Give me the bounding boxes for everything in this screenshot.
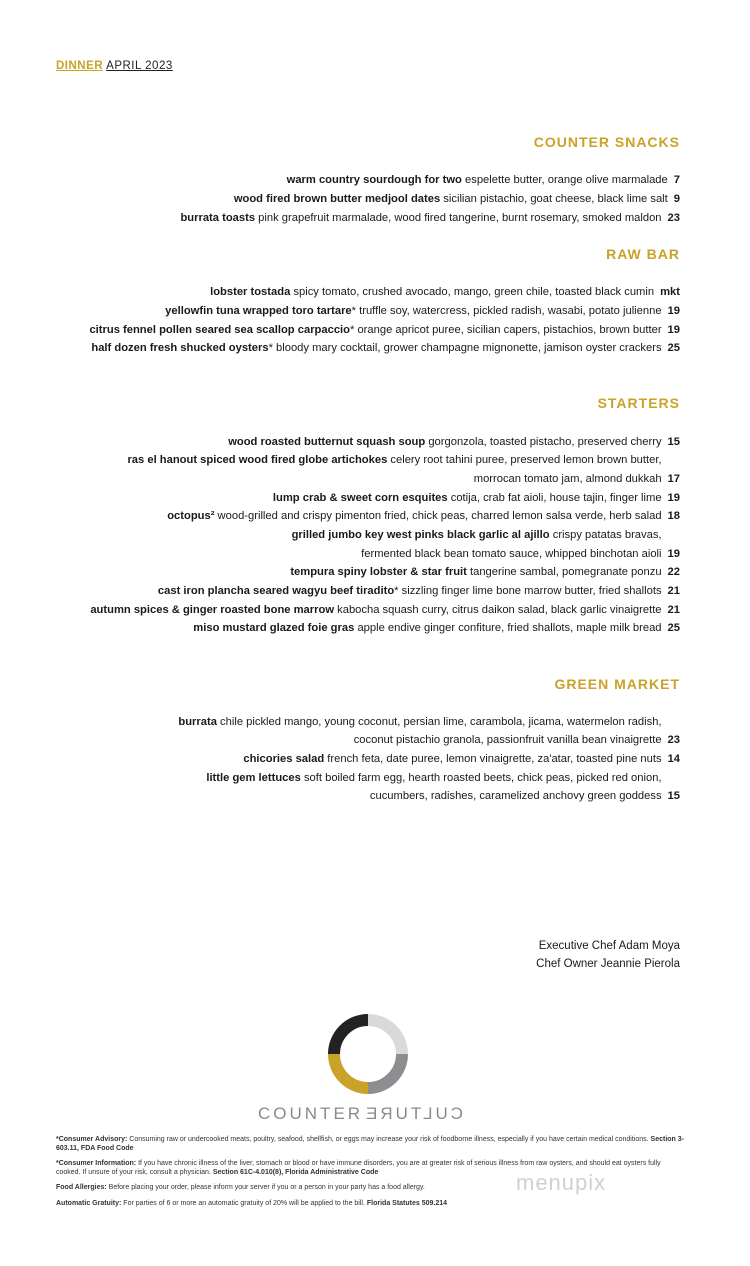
menu-item: little gem lettuces soft boiled farm egg, hearth roasted beets, chick peas, picked red onion, bbox=[206, 772, 662, 784]
logo-ring-light bbox=[368, 1020, 402, 1054]
logo-word-culture: CULTURE bbox=[363, 1104, 464, 1123]
menu-item: chicories salad french feta, date puree, lemon vinaigrette, za'atar, toasted pine nuts 14 bbox=[243, 753, 680, 765]
counter-culture-logo-icon bbox=[328, 1014, 408, 1094]
section-title-raw-bar: RAW BAR bbox=[606, 246, 680, 262]
menu-item: warm country sourdough for two espelette butter, orange olive marmalade 7 bbox=[286, 174, 680, 186]
menu-item: ras el hanout spiced wood fired globe artichokes celery root tahini puree, preserved lemon brown butter, bbox=[127, 454, 662, 466]
menu-date: APRIL 2023 bbox=[106, 60, 173, 72]
menu-item: octopus² wood-grilled and crispy pimenton fried, chick peas, charred lemon salsa verde, herb salad 18 bbox=[167, 510, 680, 522]
executive-chef: Executive Chef Adam Moya bbox=[538, 940, 680, 952]
menu-item: miso mustard glazed foie gras apple endive ginger confiture, fried shallots, maple milk bread 25 bbox=[193, 622, 680, 634]
menu-item: citrus fennel pollen seared sea scallop carpaccio* orange apricot puree, sicilian capers, pistachios, brown butter 19 bbox=[89, 324, 680, 336]
logo-ring-dark bbox=[334, 1020, 368, 1054]
chef-owner: Chef Owner Jeannie Pierola bbox=[536, 958, 680, 970]
menu-item: tempura spiny lobster & star fruit tangerine sambal, pomegranate ponzu 22 bbox=[290, 566, 680, 578]
menu-item: yellowfin tuna wrapped toro tartare* truffle soy, watercress, pickled radish, wasabi, potato julienne 19 bbox=[165, 305, 680, 317]
menupix-watermark: menupix bbox=[516, 1170, 607, 1195]
section-title-starters: STARTERS bbox=[597, 395, 680, 411]
logo-ring-gold bbox=[334, 1054, 368, 1088]
menu-item: cast iron plancha seared wagyu beef tiradito* sizzling finger lime bone marrow butter, fried shallots 21 bbox=[157, 585, 680, 597]
consumer-information: *Consumer Information: If you have chronic illness of the liver, stomach or blood or have immune disorders, you are at greater risk of serious illness from raw oysters, and should eat oysters fully cooked. If unsure of your risk, consult a physician. Section 61C-4.010(8), Florida Administrative Code bbox=[56, 1160, 661, 1176]
menu-item: wood roasted butternut squash soup gorgonzola, toasted pistacho, preserved cherry 15 bbox=[228, 436, 680, 448]
food-allergies: Food Allergies: Before placing your order, please inform your server if you or a person in your party has a food allergy. bbox=[56, 1184, 425, 1191]
section-title-green-market: GREEN MARKET bbox=[554, 676, 680, 692]
menu-item-continued: fermented black bean tomato sauce, whipped binchotan aioli 19 bbox=[361, 548, 680, 560]
logo-word-counter: COUNTER bbox=[258, 1104, 364, 1123]
menu-item-continued: cucumbers, radishes, caramelized anchovy green goddess 15 bbox=[369, 790, 680, 802]
menu-item: autumn spices & ginger roasted bone marrow kabocha squash curry, citrus daikon salad, black garlic vinaigrette 21 bbox=[90, 604, 680, 616]
menu-item: lobster tostada spicy tomato, crushed avocado, mango, green chile, toasted black cumin mkt bbox=[210, 286, 680, 298]
menu-item-continued: morrocan tomato jam, almond dukkah 17 bbox=[473, 473, 680, 485]
menu-item: burrata chile pickled mango, young coconut, persian lime, carambola, jicama, watermelon radish, bbox=[178, 716, 662, 728]
logo-wordmark bbox=[258, 1104, 463, 1124]
dinner-label: DINNER bbox=[56, 60, 104, 72]
consumer-advisory: *Consumer Advisory: Consuming raw or undercooked meats, poultry, seafood, shellfish, or eggs may increase your risk of foodborne illness, especially if you have certain medical conditions. Section 3-603.11, FDA Food Code bbox=[56, 1136, 684, 1152]
menu-item: grilled jumbo key west pinks black garlic al ajillo crispy patatas bravas, bbox=[291, 529, 662, 541]
logo-ring-grey bbox=[368, 1054, 402, 1088]
menu-header bbox=[56, 60, 173, 72]
menu-item: burrata toasts pink grapefruit marmalade, wood fired tangerine, burnt rosemary, smoked maldon 23 bbox=[180, 212, 680, 224]
section-title-counter-snacks: COUNTER SNACKS bbox=[533, 134, 680, 150]
menu-item: half dozen fresh shucked oysters* bloody mary cocktail, grower champagne mignonette, jamison oyster crackers 25 bbox=[91, 342, 680, 354]
menu-item: wood fired brown butter medjool dates sicilian pistachio, goat cheese, black lime salt 9 bbox=[233, 193, 680, 205]
menu-item: lump crab & sweet corn esquites cotija, crab fat aioli, house tajin, finger lime 19 bbox=[272, 492, 680, 504]
automatic-gratuity: Automatic Gratuity: For parties of 6 or more an automatic gratuity of 20% will be applied to the bill. Florida Statutes 509.214 bbox=[56, 1200, 448, 1207]
menu-item-continued: coconut pistachio granola, passionfruit vanilla bean vinaigrette 23 bbox=[353, 734, 680, 746]
